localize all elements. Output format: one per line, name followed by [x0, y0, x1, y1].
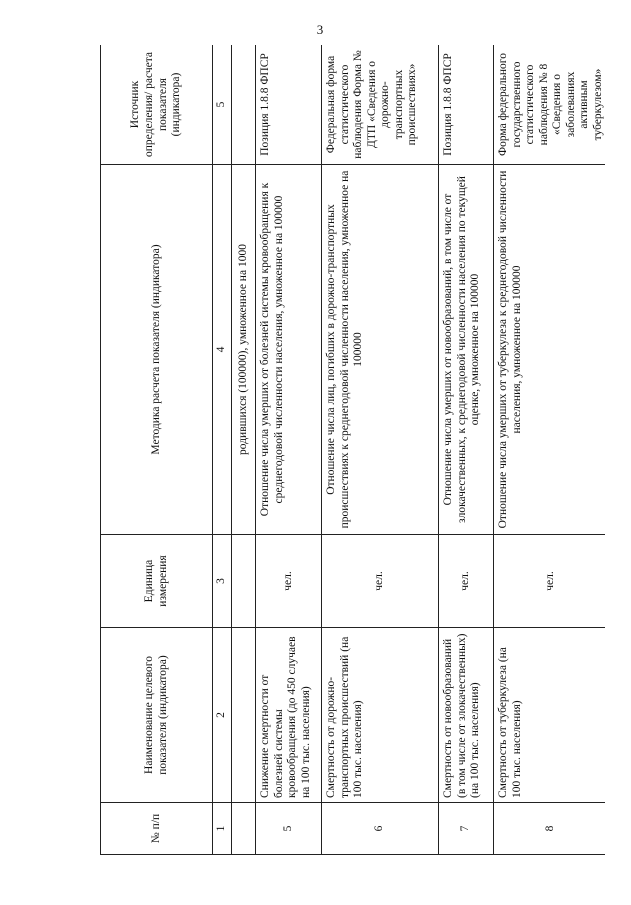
- continuation-row: [232, 45, 256, 855]
- column-number: 5: [213, 45, 232, 165]
- indicators-table: [100, 45, 605, 855]
- column-number: 1: [213, 803, 232, 855]
- cell-name: Смертность от новообразований (в том числе от злокачественных) (на 100 тыс. населения): [439, 628, 494, 803]
- table-row: [494, 45, 606, 855]
- column-number: 4: [213, 165, 232, 535]
- cell-num: 6: [322, 803, 439, 855]
- cell-num: 5: [256, 803, 322, 855]
- header-source: Источник определения/ расчета показателя (индикатора): [101, 45, 213, 165]
- cell-method: Отношение числа умерших от болезней системы кровообращения к среднегодовой численности населения, умноженное на 100000: [256, 165, 322, 535]
- table-row: [322, 45, 439, 855]
- cell-num: [232, 803, 256, 855]
- cell-unit: чел.: [439, 535, 494, 628]
- cell-name: Снижение смертности от болезней системы кровообращения (до 450 случаев на 100 тыс. населения): [256, 628, 322, 803]
- cell-name: Смертность от дорожно-транспортных происшествий (на 100 тыс. населения): [322, 628, 439, 803]
- rotated-table-container: [100, 45, 605, 855]
- cell-unit: [232, 535, 256, 628]
- cell-num: 8: [494, 803, 606, 855]
- cell-method: Отношение числа лиц, погибших в дорожно-транспортных происшествиях к среднегодовой численности населения, умноженное на 100000: [322, 165, 439, 535]
- cell-method: родившихся (100000), умноженное на 1000: [232, 165, 256, 535]
- header-unit: Единица измерения: [101, 535, 213, 628]
- header-name: Наименование целевого показателя (индикатора): [101, 628, 213, 803]
- rotated-table-frame: [100, 45, 605, 855]
- cell-source: [232, 45, 256, 165]
- cell-num: 7: [439, 803, 494, 855]
- cell-method: Отношение числа умерших от туберкулеза к среднегодовой численности населения, умноженное на 100000: [494, 165, 606, 535]
- cell-source: Федеральная форма статистического наблюдения Форма № ДТП «Сведения о дорожно-транспортных происшествиях»: [322, 45, 439, 165]
- cell-unit: чел.: [322, 535, 439, 628]
- page-number: 3: [316, 22, 324, 37]
- column-number: 2: [213, 628, 232, 803]
- table-row: [439, 45, 494, 855]
- table-row: [256, 45, 322, 855]
- cell-source: Позиция 1.8.8 ФПСР: [256, 45, 322, 165]
- cell-name: [232, 628, 256, 803]
- header-method: Методика расчета показателя (индикатора): [101, 165, 213, 535]
- column-number: 3: [213, 535, 232, 628]
- cell-source: Форма федерального государственного статистического наблюдения № 8 «Сведения о заболеваниях активным туберкулезом»: [494, 45, 606, 165]
- cell-name: Смертность от туберкулеза (на 100 тыс. населения): [494, 628, 606, 803]
- cell-unit: чел.: [256, 535, 322, 628]
- header-num: № п/п: [101, 803, 213, 855]
- cell-method: Отношение числа умерших от новообразований, в том числе от злокачественных, к среднегодовой численности населения по текущей оценке, умноженное на 100000: [439, 165, 494, 535]
- table-header-row: [101, 45, 213, 855]
- column-numbers-row: [213, 45, 232, 855]
- cell-unit: чел.: [494, 535, 606, 628]
- cell-source: Позиция 1.8.8 ФПСР: [439, 45, 494, 165]
